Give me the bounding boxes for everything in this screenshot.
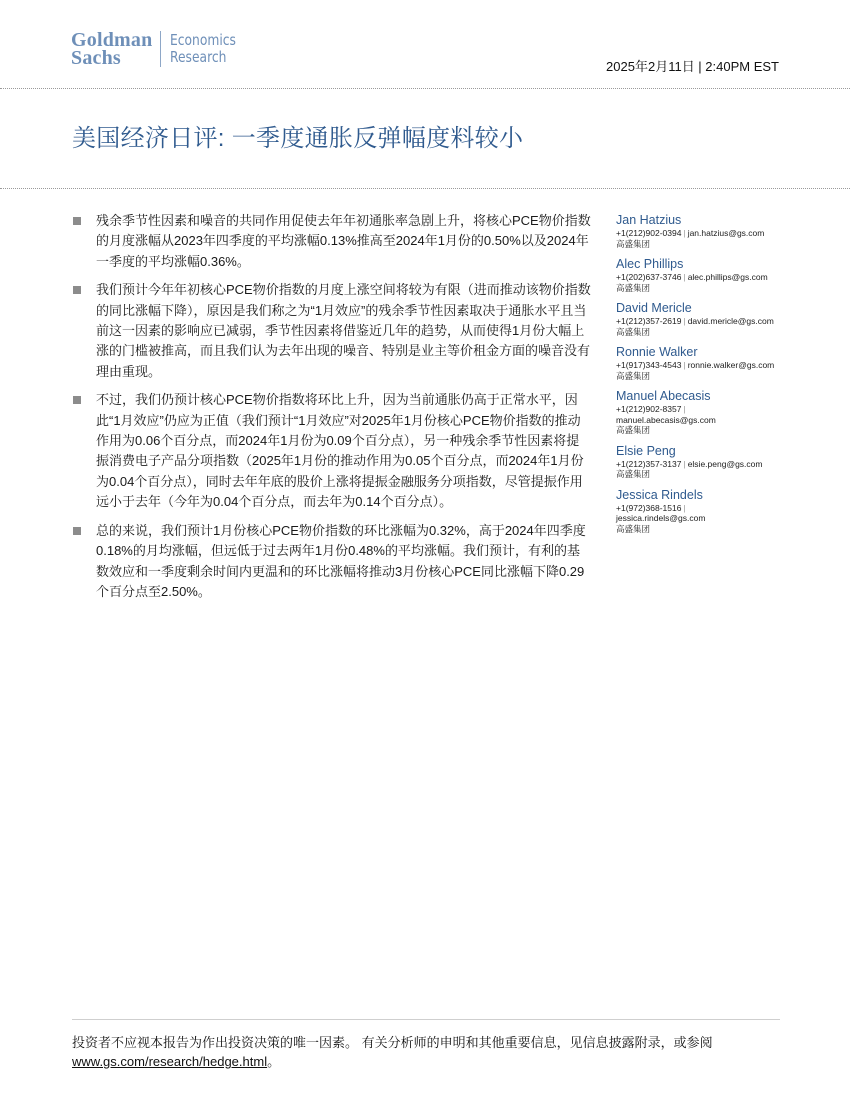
- analyst-contact: [616, 228, 806, 239]
- analyst-name: Jessica Rindels: [616, 487, 703, 502]
- analyst-name: Elsie Peng: [616, 443, 676, 458]
- analyst-name: Jan Hatzius: [616, 213, 682, 227]
- analyst-contact: [616, 272, 806, 283]
- bullet-text: 不过，我们仍预计核心PCE物价指数将环比上升，因为当前通胀仍高于正常水平，因此“1月效应”仍应为正值（我们预计“1月效应”对2025年1月份核心PCE物价指数的推动作用为0.06个百分点，而2024年1月份为0.09个百分点），另一种残余季节性因素将提振消费电子产品分项指数（2025年1月份的推动作用为0.05个百分点，而2024年1月份为0.04个百分点），同时去年年底的股价上涨将提振金融服务分项指数，尽管提振作用远小于去年（今年为0.04个百分点，而去年为0.14个百分点）。: [96, 392, 584, 510]
- analyst-firm: 高盛集团: [616, 469, 651, 479]
- analyst-email[interactable]: alec.phillips@gs.com: [687, 272, 768, 282]
- logo-wordmark: [71, 31, 152, 67]
- disclosure-link[interactable]: www.gs.com/research/hedge.html: [72, 1054, 268, 1069]
- analyst-contact: [616, 503, 806, 524]
- analyst-card: [616, 213, 806, 249]
- header-divider: [0, 88, 850, 89]
- square-bullet-icon: [73, 527, 81, 535]
- analyst-firm: 高盛集团: [616, 523, 651, 534]
- logo-sub-line-2: Research: [170, 48, 227, 66]
- analyst-contact: [616, 459, 806, 470]
- disclosure-footer: [72, 1033, 780, 1071]
- analyst-contact: [616, 404, 806, 425]
- title-divider: [0, 188, 850, 189]
- contact-separator: |: [683, 502, 686, 513]
- logo-line-2: Sachs: [71, 47, 121, 69]
- analyst-card: [616, 345, 806, 381]
- analyst-email[interactable]: ronnie.walker@gs.com: [687, 360, 775, 370]
- contact-separator: |: [683, 316, 686, 326]
- bullet-text: 总的来说，我们预计1月份核心PCE物价指数的环比涨幅为0.32%，高于2024年四季度0.18%的月均涨幅，但远低于过去两年1月份0.48%的平均涨幅。我们预计，有利的基数效应和一季度剩余时间内更温和的环比涨幅将推动3月份核心PCE同比涨幅下降0.29个百分点至2.50%。: [96, 522, 586, 599]
- summary-bullets: [72, 211, 592, 610]
- analyst-card: [616, 301, 806, 337]
- analyst-email[interactable]: david.mericle@gs.com: [687, 316, 774, 326]
- bullet-item: [72, 280, 592, 382]
- analyst-contact: [616, 360, 806, 371]
- logo-line-1: Goldman: [71, 29, 153, 51]
- contact-separator: |: [683, 360, 686, 370]
- bullet-item: [72, 211, 592, 272]
- square-bullet-icon: [73, 286, 81, 294]
- analyst-card: [616, 444, 806, 480]
- analyst-name: David Mericle: [616, 301, 692, 315]
- analyst-card: [616, 389, 806, 436]
- analyst-card: [616, 488, 806, 535]
- square-bullet-icon: [73, 217, 81, 225]
- footer-text: 投资者不应视本报告为作出投资决策的唯一因素。 有关分析师的申明和其他重要信息，见信息披露附录，或参阅: [72, 1035, 713, 1050]
- report-date: 2025年2月11日 | 2:40PM EST: [606, 59, 779, 74]
- contact-separator: |: [683, 228, 686, 238]
- analyst-phone: +1(917)343-4543: [616, 360, 682, 370]
- contact-separator: |: [683, 272, 686, 282]
- analyst-card: [616, 257, 806, 293]
- analyst-phone: +1(212)902-0394: [616, 228, 682, 238]
- analyst-phone: +1(972)368-1516: [616, 502, 682, 513]
- page-title: 美国经济日评: 一季度通胀反弹幅度料较小: [72, 125, 524, 152]
- analyst-firm: 高盛集团: [616, 370, 651, 381]
- analyst-name: Manuel Abecasis: [616, 389, 711, 403]
- analyst-contact: [616, 316, 806, 327]
- contact-separator: |: [683, 458, 686, 469]
- bullet-item: [72, 521, 592, 603]
- analyst-firm: 高盛集团: [616, 425, 651, 435]
- analyst-name: Ronnie Walker: [616, 345, 698, 359]
- goldman-sachs-logo: [71, 31, 251, 67]
- analyst-email[interactable]: elsie.peng@gs.com: [687, 458, 763, 469]
- analyst-firm: 高盛集团: [616, 282, 651, 293]
- bullet-text: 我们预计今年年初核心PCE物价指数的月度上涨空间将较为有限（进而推动该物价指数的同比涨幅下降），原因是我们称之为“1月效应”的残余季节性因素取决于通胀水平且当前这一因素的影响应已减弱，季节性因素将借鉴近几年的趋势，从而使得1月份大幅上涨的门槛被推高，而且我们认为去年出现的噪音、特别是业主等价租金方面的噪音没有理由重现。: [96, 282, 591, 379]
- bullet-text: 残余季节性因素和噪音的共同作用促使去年年初通胀率急剧上升，将核心PCE物价指数的月度涨幅从2023年四季度的平均涨幅0.13%推高至2024年1月份的0.50%以及2024年一季度的平均涨幅0.36%。: [96, 213, 591, 269]
- logo-sub-line-1: Economics: [170, 31, 237, 49]
- analyst-phone: +1(212)357-3137: [616, 458, 682, 469]
- bullet-item: [72, 390, 592, 512]
- square-bullet-icon: [73, 396, 81, 404]
- analyst-name: Alec Phillips: [616, 257, 684, 271]
- analyst-phone: +1(212)902-8357: [616, 404, 682, 414]
- footer-divider: [72, 1019, 780, 1020]
- footer-suffix: 。: [267, 1054, 281, 1069]
- analyst-phone: +1(202)637-3746: [616, 272, 682, 282]
- analyst-email[interactable]: manuel.abecasis@gs.com: [616, 414, 716, 425]
- analyst-phone: +1(212)357-2619: [616, 316, 682, 326]
- logo-subtitle: [170, 32, 236, 66]
- analyst-email[interactable]: jessica.rindels@gs.com: [616, 513, 706, 523]
- analyst-email[interactable]: jan.hatzius@gs.com: [687, 228, 765, 238]
- analyst-list: [616, 213, 806, 542]
- analyst-firm: 高盛集团: [616, 326, 651, 337]
- contact-separator: |: [683, 404, 686, 414]
- analyst-firm: 高盛集团: [616, 238, 651, 249]
- logo-divider: [160, 31, 161, 67]
